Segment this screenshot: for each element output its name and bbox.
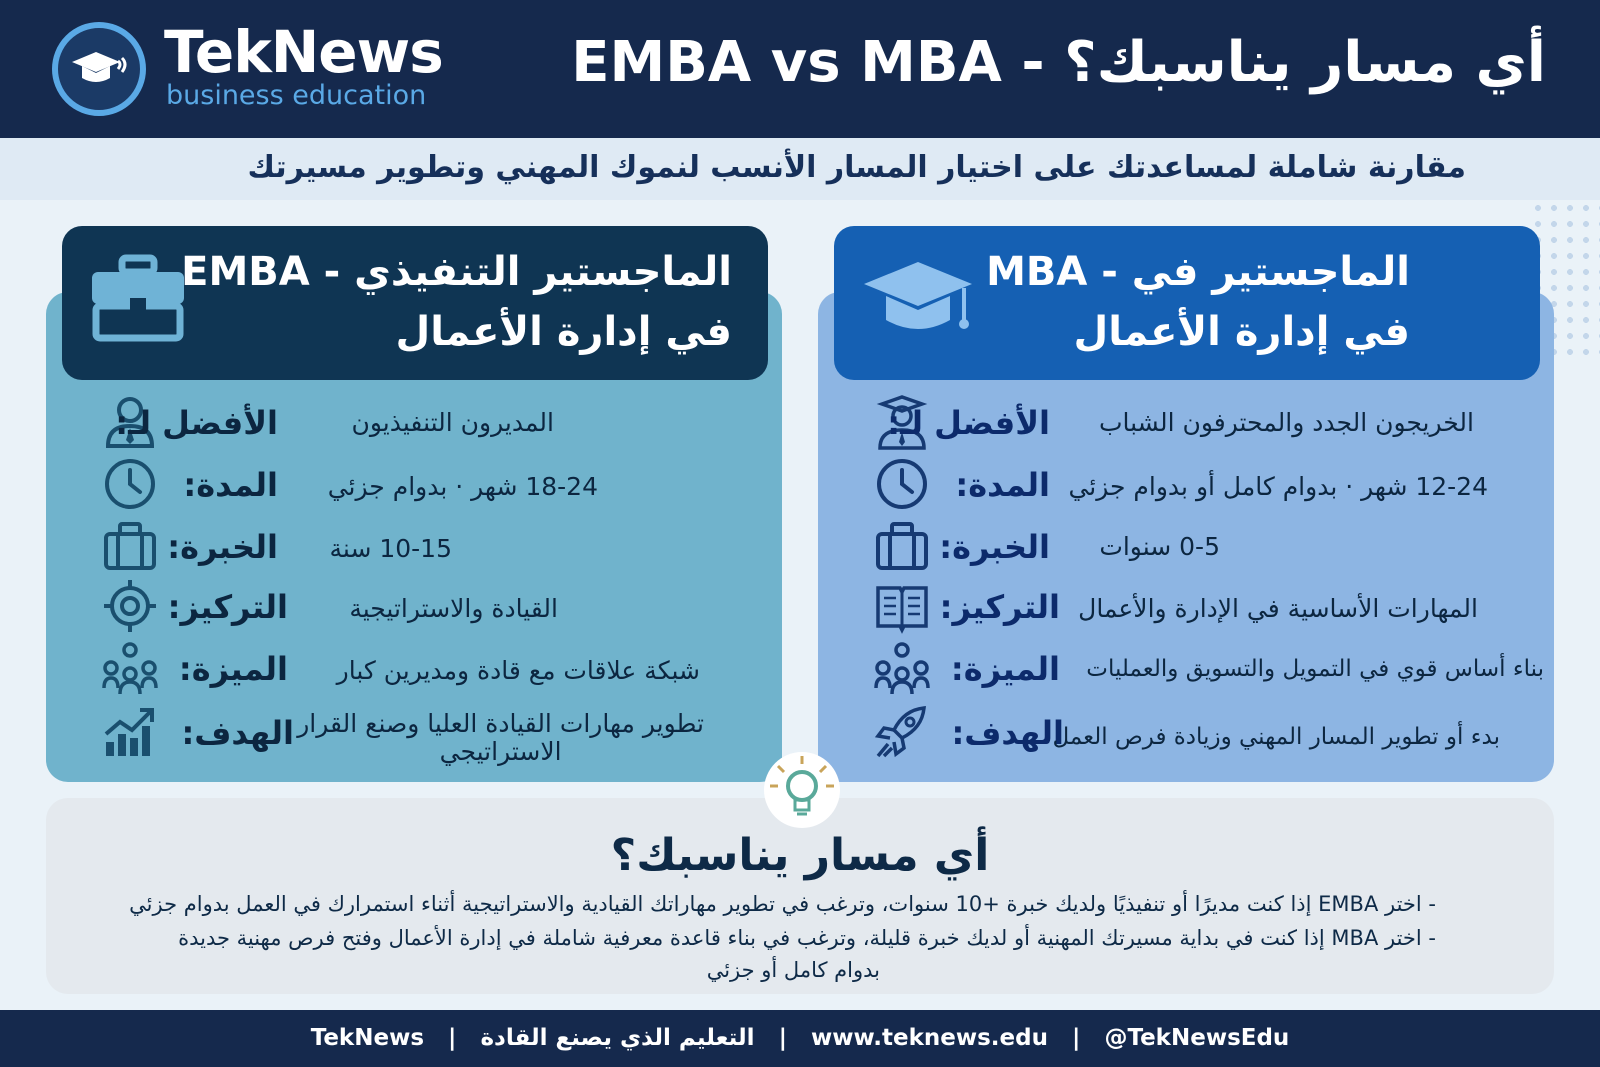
page-title: أي مسار يناسبك؟ - EMBA vs MBA (571, 30, 1546, 95)
briefcase-icon (874, 518, 930, 574)
emba-advantage-label: الميزة: (178, 650, 288, 688)
rocket-icon (874, 704, 930, 760)
emba-experience-value: 10-15 سنة (329, 534, 452, 563)
recommendation-mba-continued: بدوام كامل أو جزئي (706, 958, 880, 982)
footer-tagline: التعليم الذي يصنع القادة (480, 1025, 755, 1051)
mba-best-for-label: الأفضل لـ: (887, 404, 1050, 442)
page-subtitle: مقارنة شاملة لمساعدتك على اختيار المسار الأنسب لنموك المهني وتطوير مسيرتك (247, 150, 1466, 185)
emba-title-line2: في إدارة الأعمال (395, 309, 732, 355)
clock-icon (102, 456, 158, 512)
emba-focus-label: التركيز: (167, 588, 288, 626)
mba-duration-label: المدة: (955, 466, 1050, 504)
growth-chart-icon (102, 704, 158, 760)
recommendation-title: أي مسار يناسبك؟ (610, 830, 990, 881)
emba-duration-value: 18-24 شهر · بدوام جزئي (327, 472, 598, 501)
clock-icon (874, 456, 930, 512)
emba-duration-label: المدة: (183, 466, 278, 504)
network-icon (102, 640, 158, 696)
emba-focus-value: القيادة والاستراتيجية (349, 594, 558, 623)
footer-brand: TekNews (310, 1025, 425, 1051)
emba-experience-label: الخبرة: (167, 528, 278, 566)
emba-goal-label: الهدف: (181, 714, 294, 752)
footer-separator: | (1072, 1025, 1081, 1051)
mba-experience-value: 0-5 سنوات (1099, 532, 1220, 561)
recommendation-mba: - اختر MBA إذا كنت في بداية مسيرتك المهنية أو لديك خبرة قليلة، وترغب في بناء قاعدة معرفية شاملة في إدارة الأعمال وفتح فرص مهنية جديدة (178, 926, 1436, 950)
emba-title-line1: الماجستير التنفيذي - EMBA (181, 249, 732, 295)
mba-experience-label: الخبرة: (939, 528, 1050, 566)
graduation-cap-icon (68, 44, 130, 94)
lightbulb-icon (764, 752, 840, 828)
emba-title (181, 242, 732, 362)
footer-separator: | (778, 1025, 787, 1051)
footer-separator: | (448, 1025, 457, 1051)
mba-goal-label: الهدف: (951, 714, 1064, 752)
mba-focus-label: التركيز: (939, 588, 1060, 626)
emba-goal-value (297, 710, 704, 766)
briefcase-icon (88, 254, 188, 342)
mba-advantage-label: الميزة: (950, 650, 1060, 688)
footer-website-link[interactable]: www.teknews.edu (811, 1025, 1048, 1051)
mba-goal-value: بدء أو تطوير المسار المهني وزيادة فرص العمل (1052, 724, 1500, 750)
mba-duration-value: 12-24 شهر · بدوام كامل أو بدوام جزئي (1068, 472, 1488, 501)
footer-bar (0, 1010, 1600, 1067)
briefcase-icon (102, 518, 158, 574)
mba-title-line1: الماجستير في - MBA (986, 249, 1410, 295)
emba-goal-value-line2: الاستراتيجي (439, 737, 562, 766)
emba-best-for-label: الأفضل لـ: (115, 404, 278, 442)
mba-title-line2: في إدارة الأعمال (1073, 309, 1410, 355)
brand-name: TekNews (164, 18, 443, 86)
graduation-cap-icon (860, 258, 976, 342)
book-icon (874, 578, 930, 634)
emba-best-for-value: المديرون التنفيذيون (351, 408, 554, 437)
footer-social-handle[interactable]: @TekNewsEdu (1104, 1025, 1290, 1051)
recommendation-emba: - اختر EMBA إذا كنت مديرًا أو تنفيذيًا ولديك خبرة +10 سنوات، وترغب في تطوير مهاراتك القيادية والاستراتيجية أثناء استمرارك في العمل بدوام جزئي (129, 892, 1436, 916)
target-icon (102, 578, 158, 634)
mba-advantage-value: بناء أساس قوي في التمويل والتسويق والعمليات (1086, 656, 1544, 682)
mba-best-for-value: الخريجون الجدد والمحترفون الشباب (1098, 408, 1474, 437)
emba-advantage-value: شبكة علاقات مع قادة ومديرين كبار (336, 656, 700, 685)
brand-tagline: business education (166, 80, 427, 111)
logo (52, 22, 146, 116)
mba-focus-value: المهارات الأساسية في الإدارة والأعمال (1078, 594, 1478, 623)
network-icon (874, 640, 930, 696)
emba-goal-value-line1: تطوير مهارات القيادة العليا وصنع القرار (297, 709, 704, 738)
mba-title (986, 242, 1410, 362)
